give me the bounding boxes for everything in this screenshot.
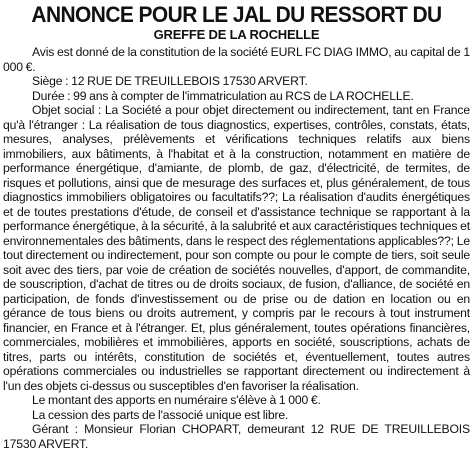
notice-title: ANNONCE POUR LE JAL DU RESSORT DU [31,2,442,27]
apports-paragraph: Le montant des apports en numéraire s'élève à 1 000 €. [32,393,321,407]
duree-paragraph: Durée : 99 ans à compter de l'immatriculation au RCS de LA ROCHELLE. [32,88,414,103]
objet-social-paragraph: Objet social : La Société a pour objet directement ou indirectement, tant en France qu'à l'étranger : La réalisation de tous diagnostics, expertises, contrôles, constats, états, mesures, analyses, prélèvements et vérifications techniques relatifs aux biens immobiliers, aux bâtiments, à l'habitat et à la construction, notamment en matière de performance énergétique, d'amiante, de plomb, de gaz, d'électricité, de termites, de risques et pollutions, ainsi que de mesurage des surfaces et, plus généralement, de tous diagnostics immobiliers obligatoires ou facultatifs??; La réalisation d'audits énergétiques et de toutes prestations d'étude, de conseil et d'assistance technique se rapportant à la performance énergétique, à la sécurité, à la salubrité et aux caractéristiques techniques et environnementales des bâtiments, dans le respect des réglementations applicables??; Le tout directement ou indirectement, pour son compte ou pour le compte de tiers, soit seule soit avec des tiers, par voie de création de sociétés nouvelles, d'apport, de commandite, de souscription, d'achat de titres ou de droits sociaux, de fusion, d'alliance, de société en participation, de fonds d'investissement ou de prise ou de dation en location ou en gérance de tous biens ou droits autrement, y compris par le recours à tout instrument financier, en France et à l'étranger. Et, plus généralement, toutes opérations financières, commerciales, mobilières et immobilières, apports en société, souscriptions, achats de titres, parts ou intérêts, constitution de sociétés et, éventuellement, toutes autres opérations commerciales ou industrielles se rapportant directement ou indirectement à l'un des objets ci-dessus ou susceptibles d'en favoriser la réalisation. [3,103,470,393]
siege-paragraph: Siège : 12 RUE DE TREUILLEBOIS 17530 ARVERT. [32,74,308,88]
gerant-paragraph: Gérant : Monsieur Florian CHOPART, demeurant 12 RUE DE TREUILLEBOIS 17530 ARVERT. [3,422,470,451]
notice-subtitle: GREFFE DE LA ROCHELLE [153,27,320,42]
cession-paragraph: La cession des parts de l'associé unique est libre. [32,407,289,422]
notice-body [3,45,470,451]
constitution-paragraph: Avis est donné de la constitution de la société EURL FC DIAG IMMO, au capital de 1 000 €. [3,45,470,74]
